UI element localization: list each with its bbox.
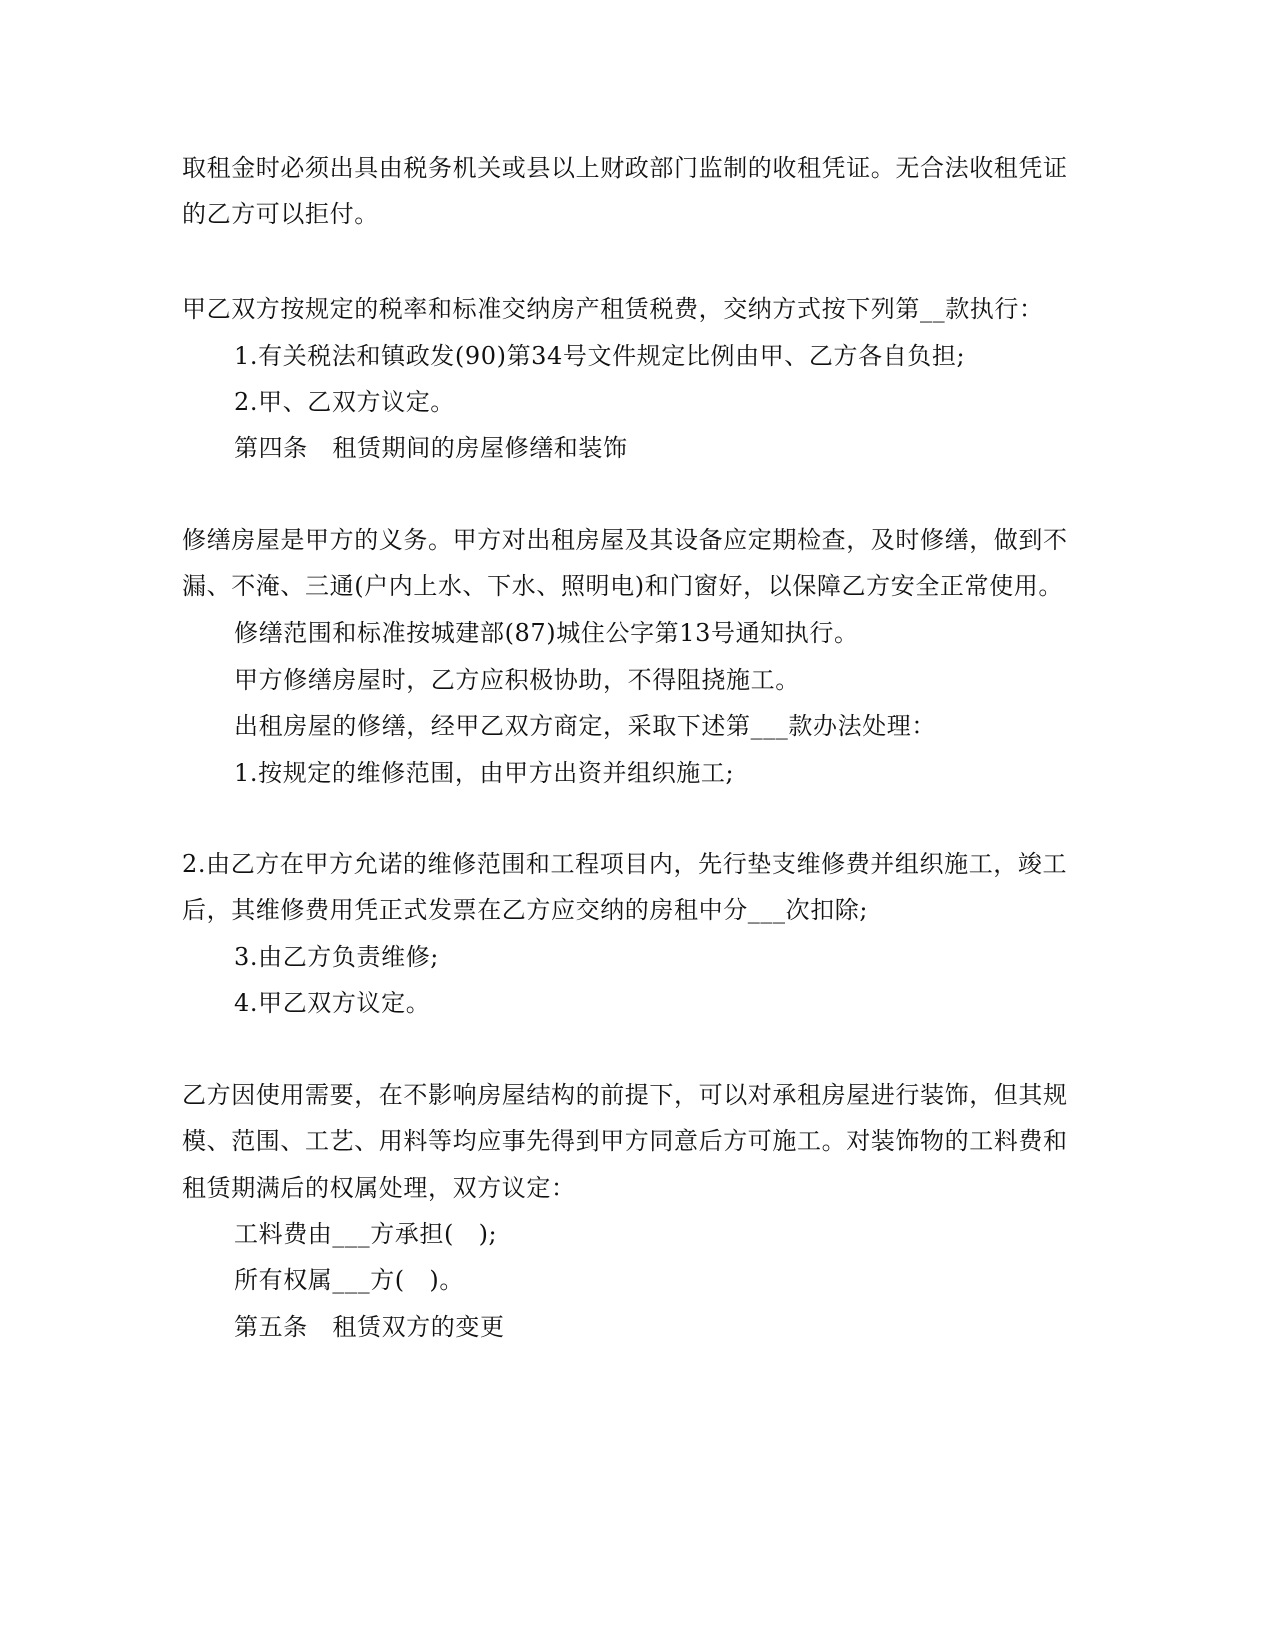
section-heading: 第五条 租赁双方的变更 [234, 1313, 505, 1341]
paragraph-line: 修缮房屋是甲方的义务。甲方对出租房屋及其设备应定期检查，及时修缮，做到不 [182, 526, 1068, 554]
paragraph-line: 模、范围、工艺、用料等均应事先得到甲方同意后方可施工。对装饰物的工料费和 [182, 1127, 1068, 1155]
paragraph-line: 乙方因使用需要，在不影响房屋结构的前提下，可以对承租房屋进行装饰，但其规 [182, 1081, 1068, 1109]
paragraph-line: 工料费由___方承担( ); [234, 1220, 498, 1248]
paragraph-line: 后，其维修费用凭正式发票在乙方应交纳的房租中分___次扣除; [182, 896, 869, 924]
paragraph-line: 租赁期满后的权属处理，双方议定： [182, 1174, 576, 1202]
paragraph-line: 取租金时必须出具由税务机关或县以上财政部门监制的收租凭证。无合法收租凭证 [182, 154, 1068, 182]
list-item: 3.由乙方负责维修; [234, 943, 439, 971]
paragraph-line: 的乙方可以拒付。 [182, 200, 379, 228]
section-heading: 第四条 租赁期间的房屋修缮和装饰 [234, 434, 628, 462]
paragraph-line: 出租房屋的修缮，经甲乙双方商定，采取下述第___款办法处理： [234, 712, 936, 740]
paragraph-line: 甲方修缮房屋时，乙方应积极协助，不得阻挠施工。 [234, 666, 800, 694]
paragraph-line: 甲乙双方按规定的税率和标准交纳房产租赁税费，交纳方式按下列第__款执行： [182, 295, 1044, 323]
list-item: 2.甲、乙双方议定。 [234, 388, 455, 416]
paragraph-line: 修缮范围和标准按城建部(87)城住公字第13号通知执行。 [234, 619, 859, 647]
list-item: 1.按规定的维修范围，由甲方出资并组织施工; [234, 759, 735, 787]
list-item: 1.有关税法和镇政发(90)第34号文件规定比例由甲、乙方各自负担; [234, 342, 966, 370]
paragraph-line: 漏、不淹、三通(户内上水、下水、照明电)和门窗好，以保障乙方安全正常使用。 [182, 572, 1063, 600]
paragraph-line: 所有权属___方( )。 [234, 1266, 464, 1294]
list-item: 4.甲乙双方议定。 [234, 989, 431, 1017]
list-item: 2.由乙方在甲方允诺的维修范围和工程项目内，先行垫支维修费并组织施工，竣工 [182, 850, 1068, 878]
